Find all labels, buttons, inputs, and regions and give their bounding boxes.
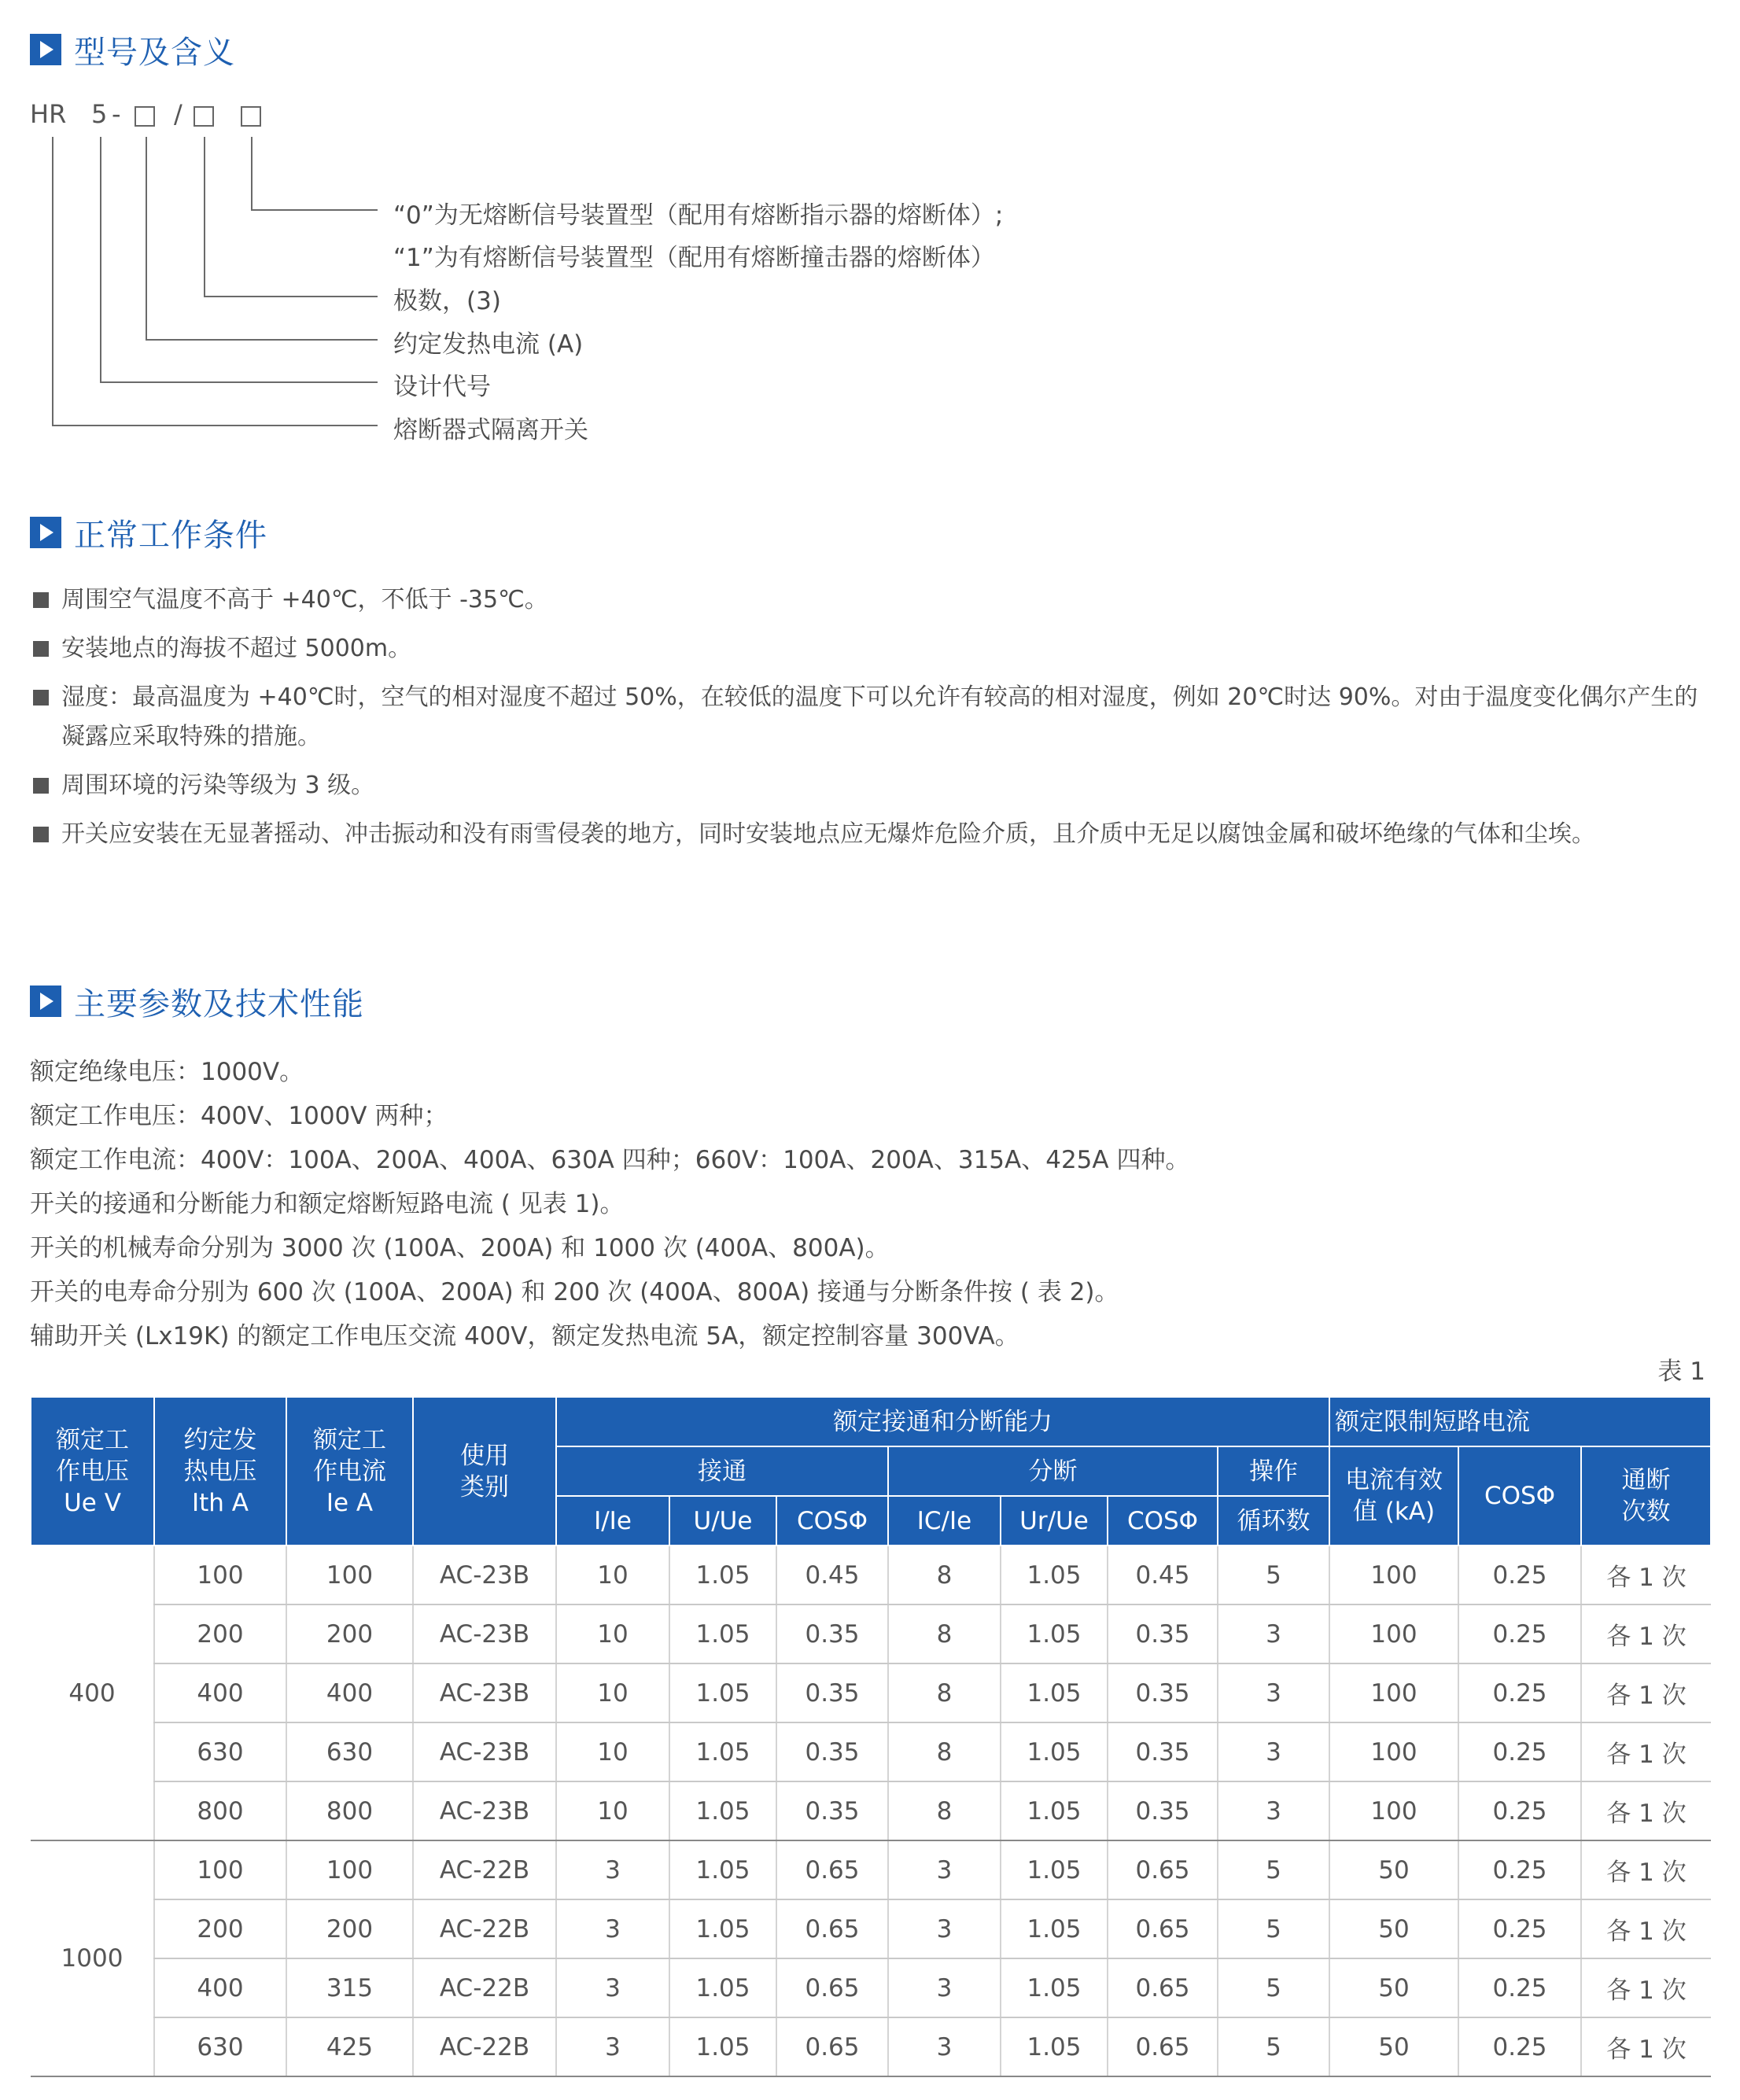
table-cell: AC-23B: [413, 1604, 556, 1663]
table-cell: 0.65: [776, 1899, 888, 1958]
table-cell: 各 1 次: [1581, 1958, 1711, 2017]
table-cell: 0.35: [1108, 1663, 1218, 1722]
table-cell: 0.65: [776, 1958, 888, 2017]
table-cell: 8: [888, 1546, 1001, 1604]
table-cell: 0.35: [1108, 1781, 1218, 1840]
table-cell: 各 1 次: [1581, 1781, 1711, 1840]
legend-signal-0: “0”为无熔断信号装置型（配用有熔断指示器的熔断体）;: [393, 201, 1004, 230]
code-dash: -: [112, 99, 121, 129]
params-list: [30, 1050, 1189, 1358]
table-cell: 10: [556, 1781, 669, 1840]
table-cell: 10: [556, 1663, 669, 1722]
table-cell: AC-22B: [413, 1840, 556, 1899]
play-triangle-icon: [30, 517, 61, 548]
table-cell: 400: [286, 1663, 413, 1722]
table-cell: 425: [286, 2017, 413, 2076]
table-cell: 1.05: [1001, 1899, 1108, 1958]
table-cell: 0.35: [776, 1604, 888, 1663]
table-cell: 3: [556, 1958, 669, 2017]
param-item: 开关的机械寿命分别为 3000 次 (100A、200A) 和 1000 次 (400A、800A)。: [30, 1234, 890, 1262]
table-cell: 3: [1218, 1663, 1329, 1722]
table-row: [31, 2017, 1711, 2076]
table-cell: 0.25: [1458, 1958, 1581, 2017]
table-cell: 100: [1329, 1722, 1458, 1781]
table-cell: 1.05: [1001, 1958, 1108, 2017]
table-cell: 0.65: [1108, 1840, 1218, 1899]
condition-item: 开关应安装在无显著摇动、冲击振动和没有雨雪侵袭的地方，同时安装地点应无爆炸危险介质，且介质中无足以腐蚀金属和破坏绝缘的气体和尘埃。: [31, 815, 1715, 854]
table-cell: 0.65: [1108, 2017, 1218, 2076]
table-row: [31, 1546, 1711, 1604]
header-capacity: 额定接通和分断能力: [556, 1397, 1329, 1446]
table-cell: 1.05: [1001, 1546, 1108, 1604]
section-title: 型号及含义: [74, 34, 235, 71]
table-row: [31, 1663, 1711, 1722]
table-cell: 630: [154, 2017, 286, 2076]
legend-design-code: 设计代号: [393, 373, 491, 401]
param-item: 额定工作电流：400V：100A、200A、400A、630A 四种；660V：100A、200A、315A、425A 四种。: [30, 1146, 1190, 1174]
cell-ue: 400: [31, 1546, 154, 1840]
table-cell: AC-22B: [413, 1958, 556, 2017]
code-number: 5: [91, 99, 108, 129]
table-row: [31, 1840, 1711, 1899]
code-slash: /: [174, 99, 182, 129]
table-cell: 200: [154, 1604, 286, 1663]
section-params-header: [30, 978, 364, 1025]
table-row: [31, 1958, 1711, 2017]
param-item: 开关的接通和分断能力和额定熔断短路电流 ( 见表 1)。: [30, 1190, 625, 1218]
condition-item: 周围空气温度不高于 +40℃，不低于 -35℃。: [31, 580, 1715, 620]
table-cell: 100: [154, 1840, 286, 1899]
table-row: [31, 1899, 1711, 1958]
header-cos-break: COSΦ: [1108, 1496, 1218, 1546]
param-item: 开关的电寿命分别为 600 次 (100A、200A) 和 200 次 (400A、800A) 接通与分断条件按 ( 表 2)。: [30, 1278, 1119, 1306]
table-cell: 100: [1329, 1604, 1458, 1663]
table-cell: 1.05: [1001, 1663, 1108, 1722]
table-row: [31, 1781, 1711, 1840]
table-cell: 1.05: [669, 1781, 776, 1840]
table-cell: 10: [556, 1604, 669, 1663]
table-row: [31, 1604, 1711, 1663]
table-cell: 50: [1329, 1958, 1458, 2017]
table-cell: 各 1 次: [1581, 1546, 1711, 1604]
legend-switch-type: 熔断器式隔离开关: [393, 416, 588, 444]
table-cell: 0.25: [1458, 1840, 1581, 1899]
table-cell: 1.05: [1001, 1781, 1108, 1840]
table-cell: 0.25: [1458, 1781, 1581, 1840]
table-cell: 1.05: [669, 1604, 776, 1663]
table-cell: 800: [154, 1781, 286, 1840]
table-cell: 100: [1329, 1781, 1458, 1840]
table-cell: 400: [154, 1663, 286, 1722]
section-title: 主要参数及技术性能: [74, 986, 364, 1022]
table-cell: 100: [154, 1546, 286, 1604]
param-item: 辅助开关 (Lx19K) 的额定工作电压交流 400V，额定发热电流 5A，额定控制容量 300VA。: [30, 1322, 1019, 1350]
spec-table-body: [31, 1546, 1711, 2076]
table-cell: 100: [1329, 1546, 1458, 1604]
table-cell: 200: [154, 1899, 286, 1958]
table-cell: 200: [286, 1899, 413, 1958]
table-cell: 3: [888, 1899, 1001, 1958]
table-cell: AC-22B: [413, 2017, 556, 2076]
table-cell: 1.05: [1001, 1840, 1108, 1899]
table-cell: 0.65: [1108, 1899, 1218, 1958]
table-cell: 50: [1329, 2017, 1458, 2076]
table-cell: 100: [286, 1840, 413, 1899]
table-cell: 50: [1329, 1840, 1458, 1899]
header-times: 通断 次数: [1581, 1446, 1711, 1546]
code-prefix: HR: [30, 99, 67, 129]
table-cell: 400: [154, 1958, 286, 2017]
table-cell: 10: [556, 1722, 669, 1781]
table-cell: 3: [556, 1840, 669, 1899]
table-cell: 630: [154, 1722, 286, 1781]
table-cell: 0.45: [776, 1546, 888, 1604]
table-cell: 3: [888, 1958, 1001, 2017]
table-cell: 各 1 次: [1581, 2017, 1711, 2076]
table-cell: 8: [888, 1604, 1001, 1663]
table-cell: 0.25: [1458, 1899, 1581, 1958]
header-rms: 电流有效 值 (kA): [1329, 1446, 1458, 1546]
table-cell: 0.35: [776, 1663, 888, 1722]
table-cell: 1.05: [669, 1958, 776, 2017]
table-cell: AC-23B: [413, 1663, 556, 1722]
table-cell: AC-23B: [413, 1781, 556, 1840]
legend-poles: 极数，(3): [393, 287, 501, 315]
table-cell: 1.05: [669, 1663, 776, 1722]
table-cell: 1.05: [669, 1546, 776, 1604]
table-cell: 0.25: [1458, 1604, 1581, 1663]
header-limit: 额定限制短路电流: [1329, 1397, 1711, 1446]
header-cycles: 循环数: [1218, 1496, 1329, 1546]
legend-current: 约定发热电流 (A): [393, 330, 584, 359]
table-cell: 630: [286, 1722, 413, 1781]
header-break: 分断: [888, 1446, 1218, 1496]
table-cell: AC-22B: [413, 1899, 556, 1958]
spec-table: [30, 1396, 1712, 2077]
table-cell: 0.35: [1108, 1722, 1218, 1781]
table-cell: 0.25: [1458, 1546, 1581, 1604]
header-ue: 额定工 作电压 Ue V: [31, 1397, 154, 1546]
section-title: 正常工作条件: [74, 517, 267, 554]
table-cell: 3: [888, 2017, 1001, 2076]
param-item: 额定工作电压：400V、1000V 两种；: [30, 1102, 448, 1130]
table-cell: 200: [286, 1604, 413, 1663]
table-cell: 各 1 次: [1581, 1604, 1711, 1663]
table-cell: 0.45: [1108, 1546, 1218, 1604]
condition-item: 安装地点的海拔不超过 5000m。: [31, 629, 1715, 669]
table-cell: 0.65: [776, 1840, 888, 1899]
table-cell: 1.05: [1001, 1722, 1108, 1781]
table-cell: 0.35: [776, 1781, 888, 1840]
table-cell: 0.25: [1458, 1722, 1581, 1781]
table-cell: 各 1 次: [1581, 1840, 1711, 1899]
table-row: [31, 1722, 1711, 1781]
table-cell: 5: [1218, 1899, 1329, 1958]
header-make: 接通: [556, 1446, 888, 1496]
legend-signal-1: “1”为有熔断信号装置型（配用有熔断撞击器的熔断体）: [393, 244, 995, 272]
param-item: 额定绝缘电压：1000V。: [30, 1058, 304, 1086]
table-cell: 0.25: [1458, 2017, 1581, 2076]
table-cell: 3: [1218, 1604, 1329, 1663]
header-cos-make: COSΦ: [776, 1496, 888, 1546]
table-cell: 5: [1218, 2017, 1329, 2076]
table-cell: 100: [286, 1546, 413, 1604]
table-cell: 3: [556, 1899, 669, 1958]
table-cell: 1.05: [1001, 2017, 1108, 2076]
conditions-list: [31, 580, 1715, 864]
table-cell: 各 1 次: [1581, 1899, 1711, 1958]
table-cell: 各 1 次: [1581, 1663, 1711, 1722]
table-cell: 100: [1329, 1663, 1458, 1722]
table-cell: 1.05: [669, 1899, 776, 1958]
table-cell: AC-23B: [413, 1722, 556, 1781]
table-cell: 1.05: [669, 2017, 776, 2076]
table-cell: 1.05: [1001, 1604, 1108, 1663]
header-category: 使用 类别: [413, 1397, 556, 1546]
table-cell: 1.05: [669, 1840, 776, 1899]
cell-ue: 1000: [31, 1840, 154, 2076]
table-cell: 1.05: [669, 1722, 776, 1781]
table-caption: 表 1: [1657, 1358, 1705, 1386]
table-cell: 0.35: [776, 1722, 888, 1781]
header-ur-ue: Ur/Ue: [1001, 1496, 1108, 1546]
header-cos: COSΦ: [1458, 1446, 1581, 1546]
table-cell: 3: [556, 2017, 669, 2076]
header-ith: 约定发 热电压 Ith A: [154, 1397, 286, 1546]
table-cell: 0.65: [1108, 1958, 1218, 2017]
table-cell: 5: [1218, 1546, 1329, 1604]
table-cell: 10: [556, 1546, 669, 1604]
header-ie: 额定工 作电流 Ie A: [286, 1397, 413, 1546]
table-cell: 0.65: [776, 2017, 888, 2076]
table-cell: 各 1 次: [1581, 1722, 1711, 1781]
section-conditions-header: [30, 509, 267, 556]
table-cell: 315: [286, 1958, 413, 2017]
header-u-ue: U/Ue: [669, 1496, 776, 1546]
header-i-ie: I/Ie: [556, 1496, 669, 1546]
header-ic-ie: IC/Ie: [888, 1496, 1001, 1546]
table-cell: AC-23B: [413, 1546, 556, 1604]
condition-item: 周围环境的污染等级为 3 级。: [31, 766, 1715, 805]
table-cell: 8: [888, 1722, 1001, 1781]
table-cell: 800: [286, 1781, 413, 1840]
table-cell: 8: [888, 1663, 1001, 1722]
table-cell: 0.25: [1458, 1663, 1581, 1722]
table-cell: 8: [888, 1781, 1001, 1840]
header-op: 操作: [1218, 1446, 1329, 1496]
table-cell: 5: [1218, 1958, 1329, 2017]
table-cell: 5: [1218, 1840, 1329, 1899]
table-cell: 0.35: [1108, 1604, 1218, 1663]
condition-item: 湿度：最高温度为 +40℃时，空气的相对湿度不超过 50%，在较低的温度下可以允许有较高的相对湿度，例如 20℃时达 90%。对由于温度变化偶尔产生的凝露应采取特殊的措施。: [31, 678, 1715, 757]
table-cell: 50: [1329, 1899, 1458, 1958]
table-cell: 3: [888, 1840, 1001, 1899]
table-cell: 3: [1218, 1781, 1329, 1840]
play-triangle-icon: [30, 986, 61, 1017]
table-cell: 3: [1218, 1722, 1329, 1781]
